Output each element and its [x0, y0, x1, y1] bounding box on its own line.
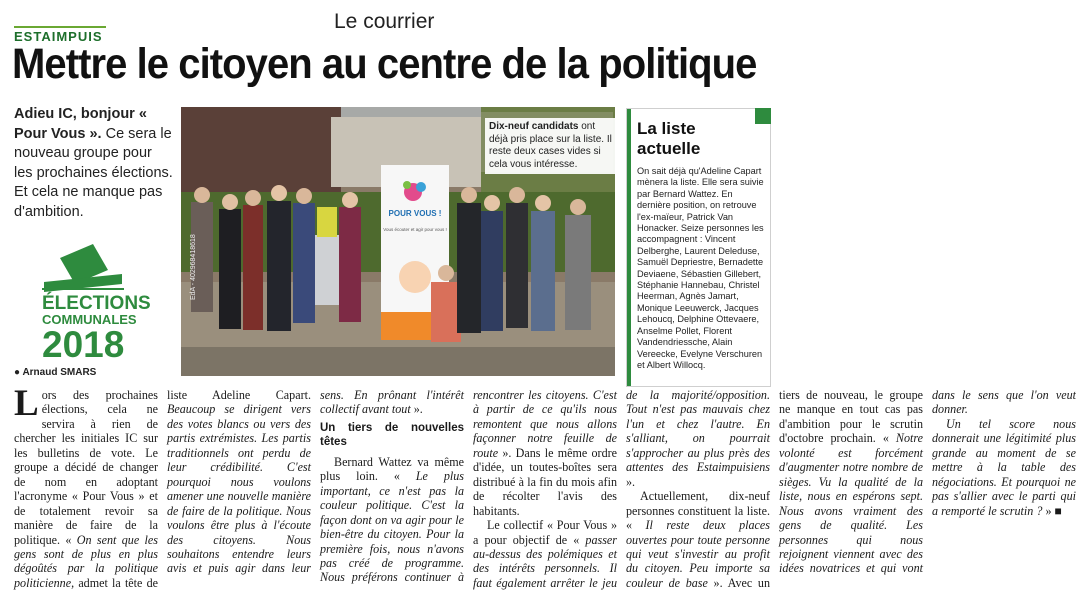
quote-run: Le plus important, ce n'est pas la couleur politique. C'est la façon dont on va agir pour le bien-être du citoyen. Pour la première fois, nous n'avons pas créé de programme. Nous préférons continuer à rencontrer les citoyens. C'est à partir de ce qu'ils nous remontent que nous allons façonner notre feuille de route	[320, 388, 617, 585]
subheading: Un tiers de nouvelles têtes	[320, 421, 464, 449]
caption-bold: Dix-neuf candidats	[489, 121, 579, 132]
banner-slogan: Vous écouter et agir pour vous !	[383, 227, 447, 232]
elections-logo	[38, 244, 151, 365]
quote-run: Il reste deux places ouvertes pour toute personne qui veut s'investir au profit du citoyen. Peu importe sa couleur de base	[626, 518, 770, 590]
newspaper-name: Le courrier	[334, 10, 435, 33]
lead-text: Ce sera le nouveau groupe pour les prochaines élections. Et cela ne manque pas d'ambition.	[14, 125, 173, 220]
photo-credit: EdA - 402968418618	[190, 234, 197, 300]
text-run: » ■	[1045, 503, 1062, 518]
text-run: ».	[413, 402, 423, 417]
banner-brand: POUR VOUS !	[388, 209, 442, 218]
text-run: ». Avec un tiers de nouveau, le groupe ne manque en tout cas pas d'ambition pour le scrutin d'octobre prochain. «	[713, 388, 923, 590]
caption-text: ont déjà pris place sur la liste. Il reste deux cases vides si cela vous intéresse.	[489, 121, 612, 170]
lead-bold: Adieu IC, bonjour « Pour Vous ».	[14, 106, 147, 142]
quote-run: passer au-dessus des polémiques et des intérêts personnels. Il faut également arrêter le jeu de la majorité/opposition. Tout n'est pas mauvais chez l'un et chez l'autre. En s'alliant, on pourrait s'approcher au plus près des attentes des Estaimpuisiens	[473, 388, 770, 590]
logo-line2: COMMUNALES	[42, 312, 137, 327]
sidebar-accent-bar	[627, 109, 631, 386]
section-tag: ESTAIMPUIS	[14, 26, 106, 44]
logo-year: 2018	[42, 324, 125, 365]
sidebar-title: La liste actuelle	[637, 119, 701, 158]
quote-run: Beaucoup se dirigent vers des votes blancs ou vers des partis extrémistes. Les partis traditionnels ont perdu de leur crédibilité. C'est pourquoi nous voulons amener une nouvelle manière de faire de la politique. Nous voulons être plus à l'écoute des citoyens. Nous souhaitons entendre leurs avis et puis agir dans leur sens. En prônant l'intérêt collectif avant tout	[167, 388, 464, 576]
text-run: ors des prochaines élections, cela ne servira à rien de chercher les initiales IC sur les bulletins de vote. Le groupe a décidé de changer de nom en adoptant l'acronyme « Pour Vous » et de totalement revoir sa manière de faire de la politique. «	[14, 388, 158, 547]
sidebar-box	[626, 108, 771, 387]
text-run: admet la tête de liste Adeline Capart.	[78, 388, 311, 590]
text-run: Le collectif « Pour Vous » a pour objectif de «	[473, 518, 617, 547]
text-run: ».	[626, 474, 636, 489]
logo-line1: ÉLECTIONS	[42, 293, 151, 314]
dropcap: L	[14, 383, 39, 424]
quote-run: On sent que les gens sont de plus en plus dégoûtés par la politique politicienne,	[14, 532, 158, 590]
sidebar-corner-mark	[755, 108, 771, 124]
quote-run: Un tel score nous donnerait une légitimité plus grande au moment de se mettre à la table des négociations. Et pourquoi ne pas s'allier avec le parti qui a remporté le scrutin ?	[932, 416, 1076, 518]
byline: ● Arnaud SMARS	[14, 367, 97, 378]
article-paragraph	[932, 417, 1076, 518]
article-body	[14, 383, 1076, 593]
quote-run: Notre volonté est forcément d'augmenter notre nombre de sièges. Vu la qualité de la liste, nous en espérons sept. Nous avons vraiment des gens de qualité. Les personnes qui nous rejoignent viennent avec des idées novatrices et qui vont dans le sens que l'on veut donner.	[779, 388, 1076, 576]
ballot-box-icon	[38, 244, 151, 365]
headline: Mettre le citoyen au centre de la politique	[12, 40, 757, 88]
sidebar-body: On sait déjà qu'Adeline Capart mènera la liste. Elle sera suivie par Bernard Wattez. En dernière position, on retrouve l'ex-maïeur, Patrick Van Honacker. Seize personnes les accompagnent : Vincent Delberghe, Laurent Deleduse, Samuël Depriestre, Bernadette Deviaene, Sébastien Gillebert, Stéphanie Hannebau, Christel Heerman, Agnès Jamart, Monique Leeuwerck, Jacques Lehoucq, Delphine Ottevaere, Anselme Pollet, Florent Vandendriessche, Alain Vereecke, Evelyne Verschuren et Albert Willocq.	[637, 166, 764, 370]
text-run: Bernard Wattez va même plus loin. «	[320, 454, 464, 484]
photo-caption	[485, 118, 617, 174]
text-run: ». Dans le même ordre d'idée, un toutes-boîtes sera distribué à la fin du mois afin de récolter l'avis des habitants.	[473, 445, 618, 518]
lead-paragraph	[14, 105, 174, 222]
text-run: Actuellement, dix-neuf personnes constituent la liste. «	[626, 489, 770, 533]
